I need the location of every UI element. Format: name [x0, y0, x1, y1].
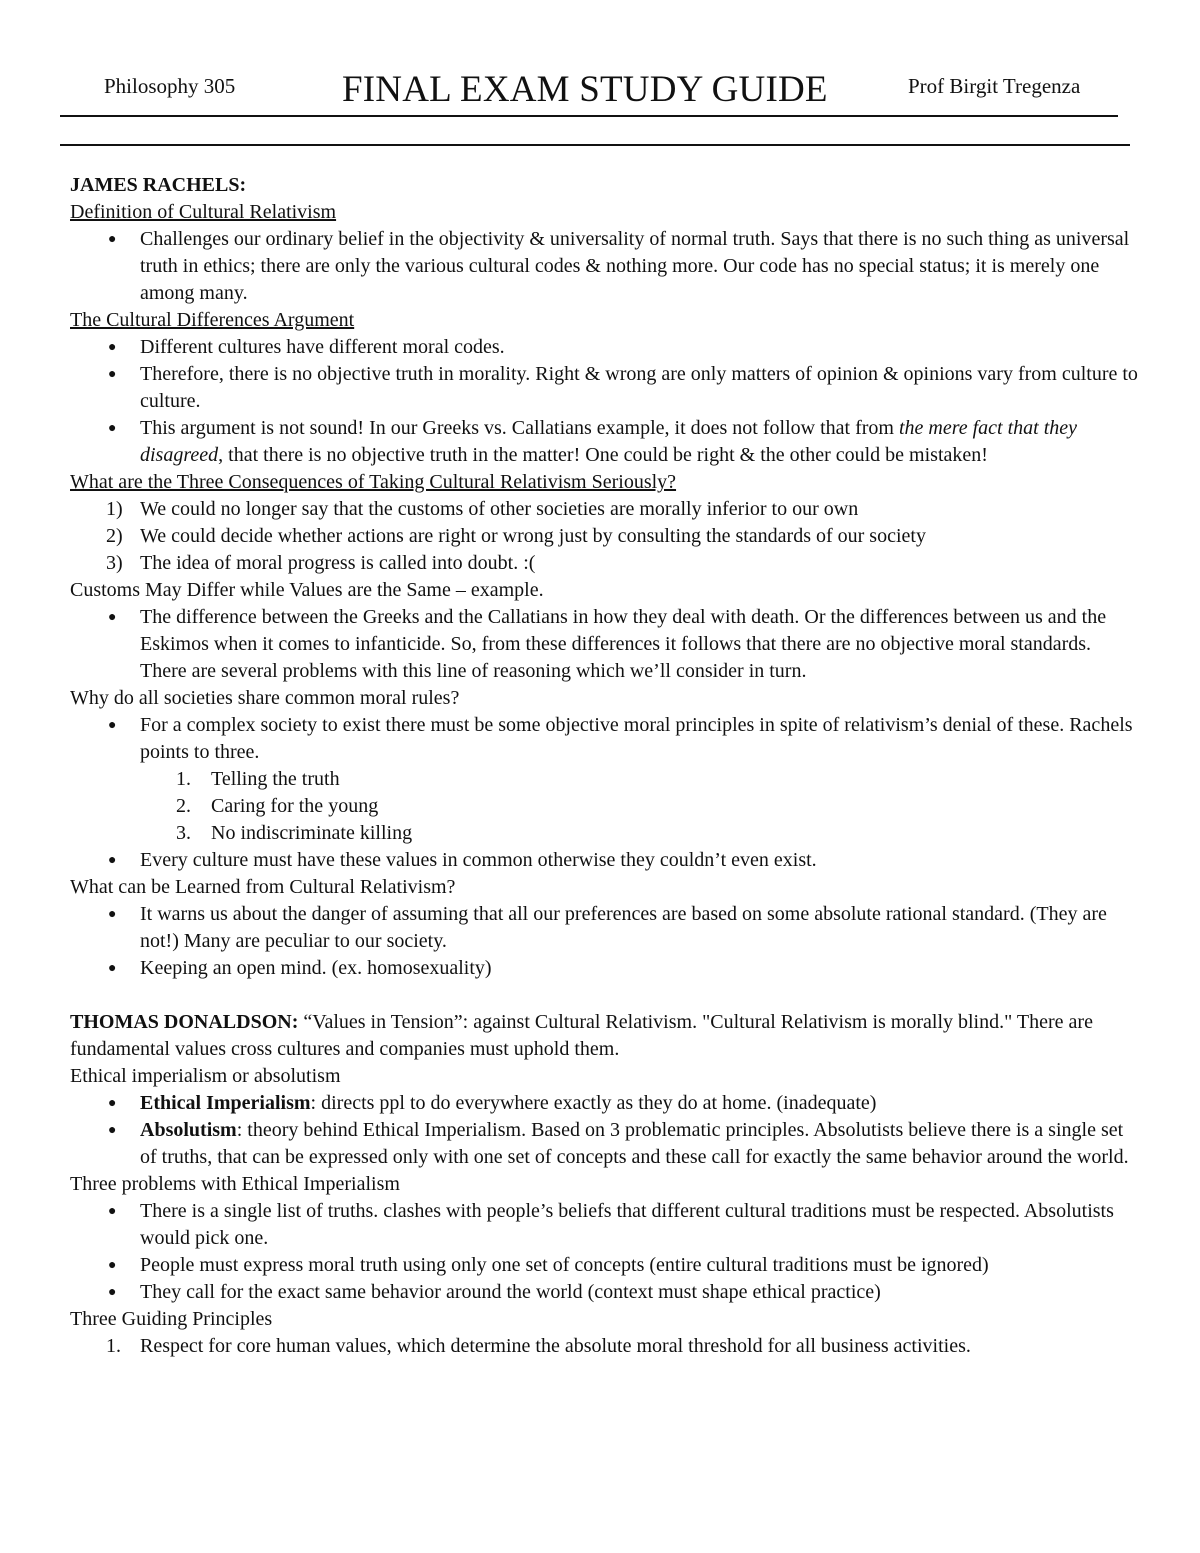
item-text: Telling the truth — [211, 768, 340, 790]
principles-list — [70, 1333, 1140, 1360]
list-item: ● Challenges our ordinary belief in the objectivity & universality of normal truth. Says that there is no such thing as universal truth in ethics; there are only the various cultural codes & nothing more. Our code has no special status; it is merely one among many. — [70, 226, 1140, 307]
list-item: ● People must express moral truth using only one set of concepts (entire cultural traditions must be ignored) — [70, 1252, 1140, 1279]
subheading-definition: Definition of Cultural Relativism — [70, 201, 337, 223]
subheading-principles: Three Guiding Principles — [70, 1308, 273, 1330]
subheading-why: Why do all societies share common moral rules? — [70, 687, 460, 709]
term: Absolutism — [140, 1119, 237, 1141]
item-number: 1. — [176, 768, 191, 790]
learn-list — [70, 901, 1140, 982]
emphasis-text: the mere fact that they disagreed — [140, 417, 1078, 466]
list-item: ● Therefore, there is no objective truth in morality. Right & wrong are only matters of opinion & opinions vary from culture to culture. — [70, 361, 1140, 415]
item-text: No indiscriminate killing — [211, 822, 413, 844]
subheading-consequences: What are the Three Consequences of Taking Cultural Relativism Seriously? — [70, 471, 677, 493]
subheading-learn: What can be Learned from Cultural Relativism? — [70, 876, 456, 898]
intro-text: “Values in Tension”: against Cultural Relativism. "Cultural Relativism is morally blind." There are fundamental values cross cultures and companies must uphold them. — [70, 1011, 1093, 1060]
list-item — [70, 1090, 1140, 1117]
item-text: Caring for the young — [211, 795, 379, 817]
text-run: , that there is no objective truth in the matter! One could be right & the other could be mistaken! — [218, 444, 988, 466]
section-heading-donaldson: THOMAS DONALDSON: — [70, 1011, 299, 1033]
problems-list — [70, 1198, 1140, 1306]
definition: : directs ppl to do everywhere exactly as they do at home. (inadequate) — [310, 1092, 877, 1114]
list-item: ● Keeping an open mind. (ex. homosexuality) — [70, 955, 1140, 982]
item-number: 1. — [106, 1335, 121, 1357]
definition-list — [70, 226, 1140, 307]
definition: : theory behind Ethical Imperialism. Based on 3 problematic principles. Absolutists believe there is a single set of truths, that can be expressed only with one set of concepts and these call for exactly the same behavior around the world. — [140, 1119, 1129, 1168]
list-item: ● They call for the exact same behavior around the world (context must shape ethical practice) — [70, 1279, 1140, 1306]
list-item — [70, 793, 1140, 820]
document-header — [60, 62, 1118, 118]
cda-list — [70, 334, 1140, 469]
subheading-imperialism: Ethical imperialism or absolutism — [70, 1065, 341, 1087]
item-text: Respect for core human values, which determine the absolute moral threshold for all business activities. — [140, 1335, 971, 1357]
consequences-list — [70, 496, 1140, 577]
list-item — [70, 820, 1140, 847]
item-number: 1) — [106, 498, 123, 520]
list-item — [70, 496, 1140, 523]
term: Ethical Imperialism — [140, 1092, 311, 1114]
donaldson-intro — [70, 1009, 1140, 1063]
item-number: 2. — [176, 795, 191, 817]
why-list — [70, 712, 1140, 766]
course-name: Philosophy 305 — [104, 74, 236, 98]
list-item: ● Every culture must have these values in common otherwise they couldn’t even exist. — [70, 847, 1140, 874]
item-text: We could no longer say that the customs of other societies are morally inferior to our own — [140, 498, 859, 520]
list-item: ● For a complex society to exist there must be some objective moral principles in spite of relativism’s denial of these. Rachels points to three. — [70, 712, 1140, 766]
list-item — [70, 1333, 1140, 1360]
list-item — [70, 1117, 1140, 1171]
list-item: ● There is a single list of truths. clashes with people’s beliefs that different cultural traditions must be respected. Absolutists would pick one. — [70, 1198, 1140, 1252]
item-text: The idea of moral progress is called into doubt. :( — [140, 552, 536, 574]
item-text: We could decide whether actions are right or wrong just by consulting the standards of our society — [140, 525, 926, 547]
section-spacer — [70, 982, 1140, 1009]
professor-name: Prof Birgit Tregenza — [908, 74, 1081, 98]
subheading-cultural-differences: The Cultural Differences Argument — [70, 309, 355, 331]
document-body — [70, 172, 1140, 1360]
list-item — [70, 766, 1140, 793]
item-number: 3) — [106, 552, 123, 574]
list-item — [70, 415, 1140, 469]
text-run: This argument is not sound! In our Greeks vs. Callatians example, it does not follow that from — [140, 417, 899, 439]
why-list-2 — [70, 847, 1140, 874]
list-item — [70, 550, 1140, 577]
section-heading-rachels: JAMES RACHELS: — [70, 174, 247, 196]
list-item — [70, 523, 1140, 550]
header-rule-bottom — [60, 144, 1130, 146]
why-numbered-list — [70, 766, 1140, 847]
item-number: 2) — [106, 525, 123, 547]
page-title: FINAL EXAM STUDY GUIDE — [342, 69, 828, 110]
item-number: 3. — [176, 822, 191, 844]
list-item: ● The difference between the Greeks and the Callatians in how they deal with death. Or the differences between us and the Eskimos when it comes to infanticide. So, from these differences it follows that there are no objective moral standards. There are several problems with this line of reasoning which we’ll consider in turn. — [70, 604, 1140, 685]
customs-list — [70, 604, 1140, 685]
list-item: ● Different cultures have different moral codes. — [70, 334, 1140, 361]
subheading-problems: Three problems with Ethical Imperialism — [70, 1173, 400, 1195]
header-rule-top — [60, 115, 1118, 117]
list-item: ● It warns us about the danger of assuming that all our preferences are based on some absolute rational standard. (They are not!) Many are peculiar to our society. — [70, 901, 1140, 955]
imperialism-list — [70, 1090, 1140, 1171]
subheading-customs: Customs May Differ while Values are the Same – example. — [70, 579, 544, 601]
